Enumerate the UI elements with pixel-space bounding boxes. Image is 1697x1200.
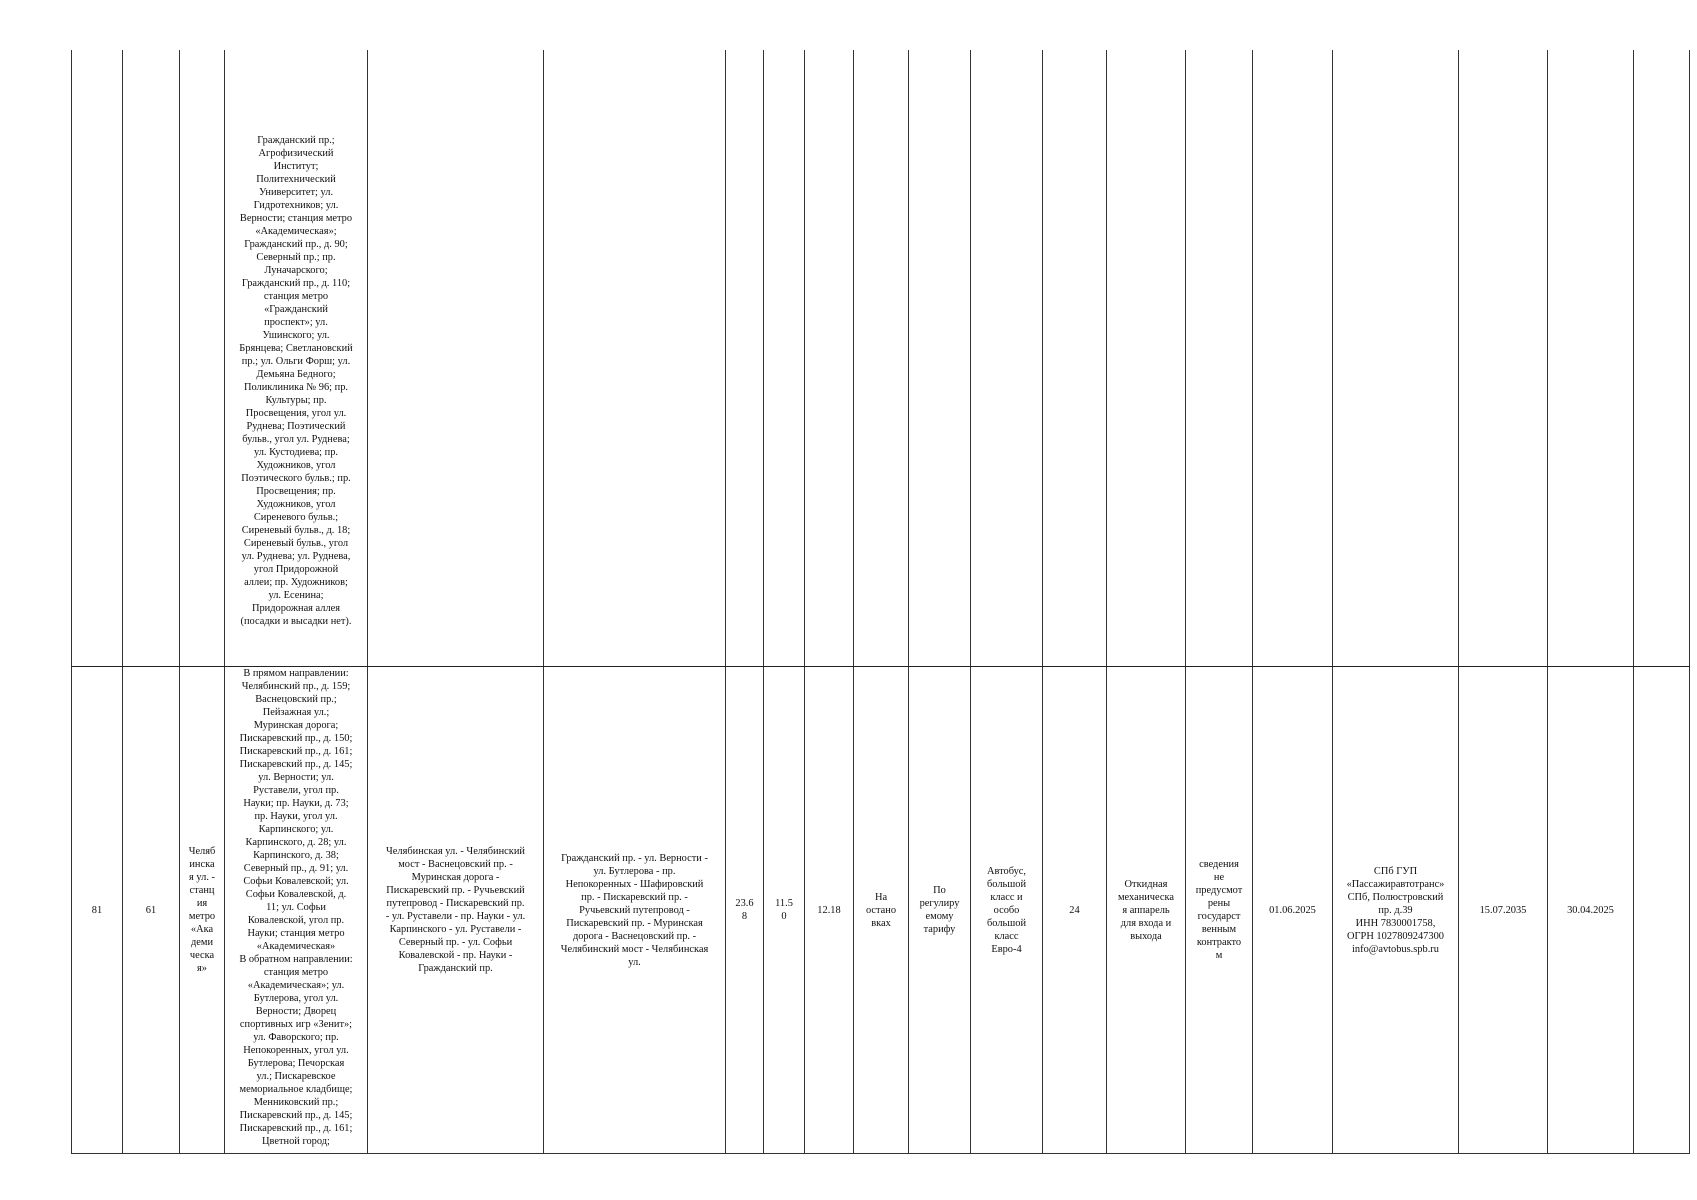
cell-vehicle-count: 24 (1043, 667, 1107, 1154)
cell-reg-num (72, 50, 123, 667)
cell-start-date: 01.06.2025 (1253, 667, 1333, 1154)
cell-vehicle (971, 50, 1043, 667)
route-register-table (71, 50, 1690, 1154)
cell-contract-date: 15.07.2035 (1459, 667, 1548, 1154)
cell-tariff: По регулиру емому тарифу (909, 667, 971, 1154)
cell-note (1634, 667, 1690, 1154)
cell-length-backward (764, 50, 805, 667)
cell-note (1634, 50, 1690, 667)
table-row (72, 50, 1690, 667)
cell-stops: В прямом направлении: Челябинский пр., д. 159; Васнецовский пр.; Пейзажная ул.; Муринская дорога; Пискаревский пр., д. 150; Пискаревский пр., д. 161; Пискаревский пр., д. 145; ул. Верности; ул. Руставели, угол пр. Науки; пр. Науки, д. 73; пр. Науки, угол ул. Карпинского; ул. Карпинского, д. 28; ул. Карпинского, д. 38; Северный пр., д. 91; ул. Софьи Ковалевской; ул. Софьи Ковалевской, д. 11; ул. Софьи Ковалевской, угол пр. Науки; станция метро «Академическая» В обратном направлении: станция метро «Академическая»; ул. Бутлерова, угол ул. Верности; Дворец спортивных игр «Зенит»; ул. Фаворского; пр. Непокоренных, угол ул. Бутлерова; Печорская ул.; Пискаревское мемориальное кладбище; Менниковский пр.; Пискаревский пр., д. 145; Пискаревский пр., д. 161; Цветной город; (225, 667, 368, 1154)
cell-length-forward (726, 50, 764, 667)
cell-length-other: 12.18 (805, 667, 854, 1154)
cell-stop-order: На остано вках (854, 667, 909, 1154)
cell-contract-date (1459, 50, 1548, 667)
cell-start-date (1253, 50, 1333, 667)
cell-length-forward: 23.6 8 (726, 667, 764, 1154)
cell-route-num: 61 (123, 667, 180, 1154)
cell-vehicle-count (1043, 50, 1107, 667)
cell-ramp: Откидная механическа я аппарель для входа и выхода (1107, 667, 1186, 1154)
cell-path-forward: Челябинская ул. - Челябинский мост - Васнецовский пр. - Муринская дорога - Пискаревский пр. - Ручьевский путепровод - Пискаревский пр. - ул. Руставели - пр. Науки - ул. Карпинского - ул. Руставели - Северный пр. - ул. Софьи Ковалевской - пр. Науки - Гражданский пр. (368, 667, 544, 1154)
cell-route-num (123, 50, 180, 667)
cell-end-date (1548, 50, 1634, 667)
table-row (72, 667, 1690, 1154)
cell-carrier (1333, 50, 1459, 667)
cell-path-backward (544, 50, 726, 667)
cell-length-other (805, 50, 854, 667)
cell-carrier: СПб ГУП «Пассажиравтотранс» СПб, Полюстровский пр. д.39 ИНН 7830001758, ОГРН 1027809247300 info@avtobus.spb.ru (1333, 667, 1459, 1154)
cell-ramp (1107, 50, 1186, 667)
cell-path-backward: Гражданский пр. - ул. Верности - ул. Бутлерова - пр. Непокоренных - Шафировский пр. - Пискаревский пр. - Ручьевский путепровод - Пискаревский пр. - Муринская дорога - Васнецовский пр. - Челябинский мост - Челябинская ул. (544, 667, 726, 1154)
cell-end-date: 30.04.2025 (1548, 667, 1634, 1154)
cell-route-name: Челяб инска я ул. - станц ия метро «Ака деми ческа я» (180, 667, 225, 1154)
cell-vehicle: Автобус, большой класс и особо большой класс Евро-4 (971, 667, 1043, 1154)
cell-route-name (180, 50, 225, 667)
cell-contract (1186, 50, 1253, 667)
cell-stops: Гражданский пр.; Агрофизический Институт; Политехнический Университет; ул. Гидротехников; ул. Верности; станция метро «Академическая»; Гражданский пр., д. 90; Северный пр.; пр. Луначарского; Гражданский пр., д. 110; станция метро «Гражданский проспект»; ул. Ушинского; ул. Брянцева; Светлановский пр.; ул. Ольги Форш; ул. Демьяна Бедного; Поликлиника № 96; пр. Культуры; пр. Просвещения, угол ул. Руднева; Поэтический бульв., угол ул. Руднева; ул. Кустодиева; пр. Художников, угол Поэтического бульв.; пр. Просвещения; пр. Художников, угол Сиреневого бульв.; Сиреневый бульв., д. 18; Сиреневый бульв., угол ул. Руднева; ул. Руднева, угол Придорожной аллеи; пр. Художников; ул. Есенина; Придорожная аллея (посадки и высадки нет). (225, 50, 368, 667)
cell-reg-num: 81 (72, 667, 123, 1154)
cell-stop-order (854, 50, 909, 667)
cell-contract: сведения не предусмот рены государст венным контракто м (1186, 667, 1253, 1154)
cell-path-forward (368, 50, 544, 667)
cell-tariff (909, 50, 971, 667)
cell-length-backward: 11.5 0 (764, 667, 805, 1154)
